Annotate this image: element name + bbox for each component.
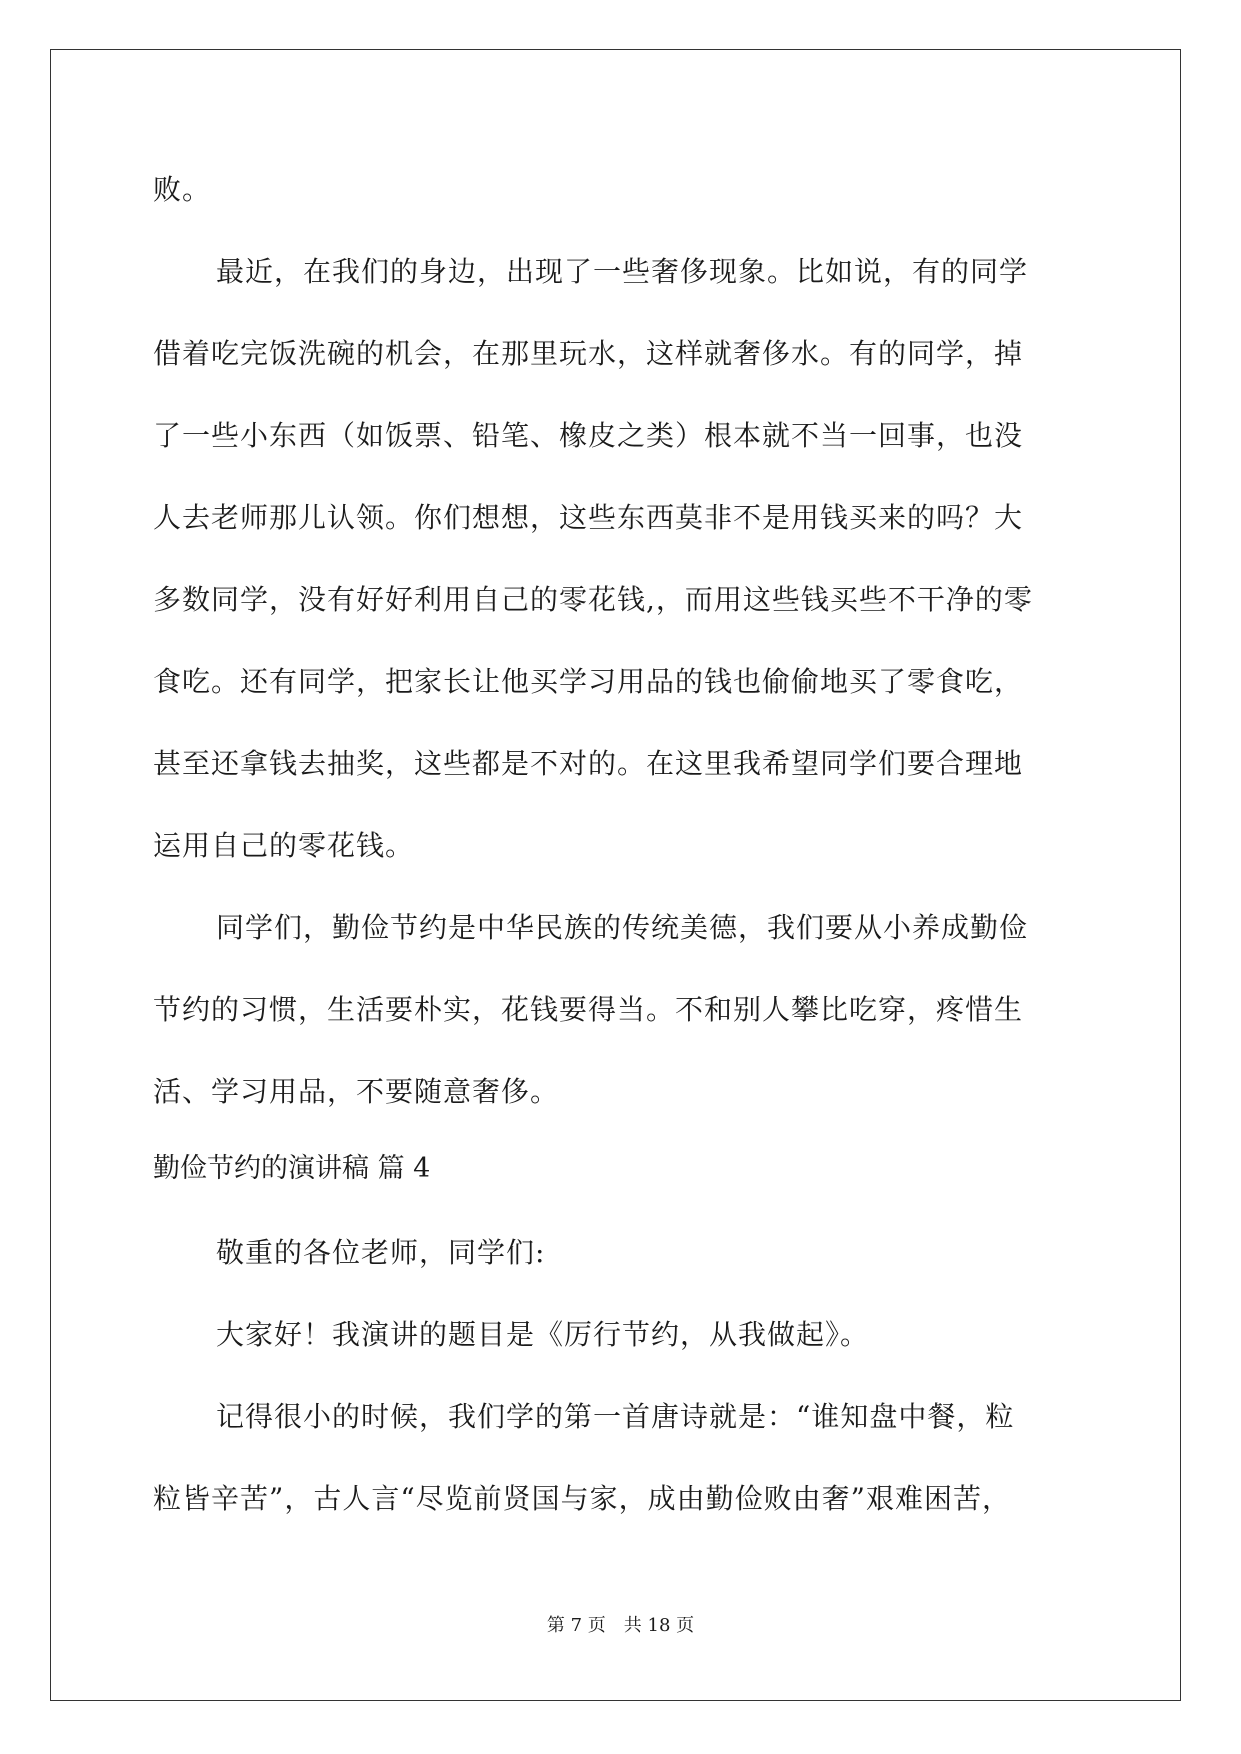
paragraph-line: 大家好！我演讲的题目是《厉行节约，从我做起》。 xyxy=(216,1318,870,1351)
paragraph-line: 甚至还拿钱去抽奖，这些都是不对的。在这里我希望同学们要合理地 xyxy=(153,747,1024,780)
paragraph-line: 食吃。还有同学，把家长让他买学习用品的钱也偷偷地买了零食吃， xyxy=(153,665,1024,698)
paragraph-line: 同学们，勤俭节约是中华民族的传统美德，我们要从小养成勤俭 xyxy=(216,911,1029,944)
paragraph-line: 记得很小的时候，我们学的第一首唐诗就是：“谁知盘中餐，粒 xyxy=(216,1400,1015,1433)
paragraph-line: 人去老师那儿认领。你们想想，这些东西莫非不是用钱买来的吗？大 xyxy=(153,501,1024,534)
paragraph-line: 节约的习惯，生活要朴实，花钱要得当。不和别人攀比吃穿，疼惜生 xyxy=(153,993,1024,1026)
paragraph-line: 最近，在我们的身边，出现了一些奢侈现象。比如说，有的同学 xyxy=(216,255,1029,288)
page-border xyxy=(50,49,1181,1701)
paragraph-line: 了一些小东西（如饭票、铅笔、橡皮之类）根本就不当一回事，也没 xyxy=(153,419,1024,452)
paragraph-line: 败。 xyxy=(153,173,212,206)
section-heading: 勤俭节约的演讲稿 篇 4 xyxy=(153,1153,431,1184)
page-number-footer: 第 7 页 共 18 页 xyxy=(546,1615,695,1636)
paragraph-line: 运用自己的零花钱。 xyxy=(153,829,415,862)
paragraph-line: 粒皆辛苦”，古人言“尽览前贤国与家，成由勤俭败由奢”艰难困苦， xyxy=(153,1482,1011,1515)
paragraph-line: 活、学习用品，不要随意奢侈。 xyxy=(153,1075,560,1108)
paragraph-line: 敬重的各位老师，同学们: xyxy=(216,1236,546,1269)
paragraph-line: 多数同学，没有好好利用自己的零花钱,，而用这些钱买些不干净的零 xyxy=(153,583,1033,616)
paragraph-line: 借着吃完饭洗碗的机会，在那里玩水，这样就奢侈水。有的同学，掉 xyxy=(153,337,1024,370)
